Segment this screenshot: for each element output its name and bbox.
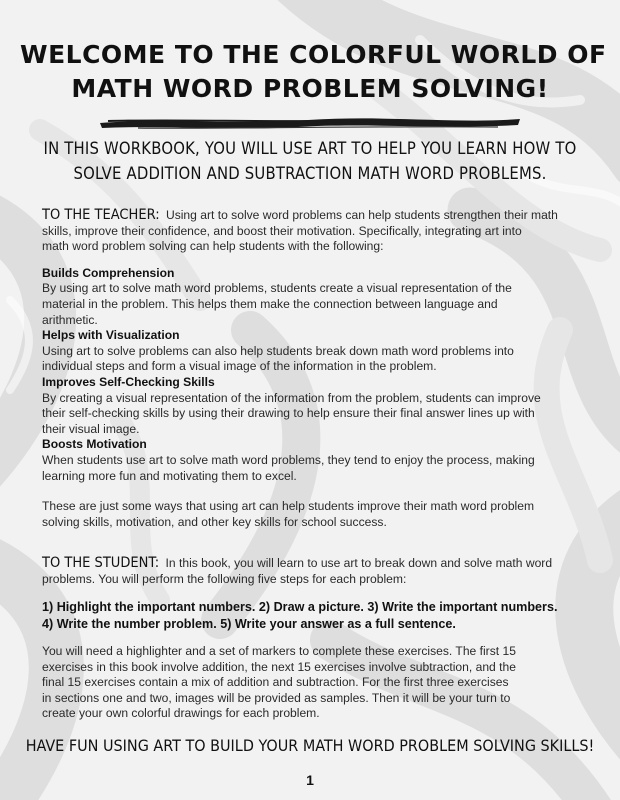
student-section [42, 556, 582, 587]
subtitle-line-2: SOLVE ADDITION AND SUBTRACTION MATH WORD PROBLEMS. [73, 164, 547, 183]
benefit-heading-motivation: Boosts Motivation [42, 437, 147, 452]
teacher-summary-line-1: These are just some ways that using art can help students improve their math word problem [42, 499, 535, 514]
benefit-heading-visualization: Helps with Visualization [42, 328, 180, 343]
page-number: 1 [306, 772, 314, 788]
closing-message: HAVE FUN USING ART TO BUILD YOUR MATH WORD PROBLEM SOLVING SKILLS! [25, 736, 595, 755]
title-line-1: WELCOME TO THE COLORFUL WORLD OF [20, 40, 607, 69]
details-line-5: create your own colorful drawings for each problem. [42, 706, 320, 721]
details-line-2: exercises in this book involve addition, the next 15 exercises involve subtraction, and the [42, 659, 516, 674]
teacher-summary-line-2: solving skills, motivation, and other key skills for school success. [42, 514, 387, 529]
teacher-intro-line-2: skills, improve their confidence, and boost their motivation. Specifically, integrating art into [42, 223, 522, 238]
benefit-text: By using art to solve math word problems, students create a visual representation of the [42, 281, 512, 296]
teacher-lead-heading: TO THE TEACHER: [42, 207, 160, 223]
benefit-text: Using art to solve problems can also help students break down math word problems into [42, 343, 514, 358]
teacher-intro-line-1: TO THE TEACHER: Using art to solve word problems can help students strengthen their math [42, 207, 558, 223]
benefit-text: arithmetic. [42, 312, 98, 327]
benefit-text: When students use art to solve math word problems, they tend to enjoy the process, making [42, 452, 535, 467]
student-intro-line-2: problems. You will perform the following five steps for each problem: [42, 571, 407, 586]
student-details [42, 644, 582, 722]
details-line-3: final 15 exercises contain a mix of addition and subtraction. For the first three exercises [42, 675, 509, 690]
teacher-intro-line-3: math word problem solving can help students with the following: [42, 239, 384, 254]
benefit-text: their visual image. [42, 421, 140, 436]
steps-line-2: 4) Write the number problem. 5) Write your answer as a full sentence. [42, 617, 456, 631]
benefit-text: individual steps and form a visual image of the information in the problem. [42, 359, 437, 374]
subtitle [20, 136, 600, 186]
student-intro-line-1: TO THE STUDENT: In this book, you will learn to use art to break down and solve math word [42, 555, 553, 571]
title-line-2: MATH WORD PROBLEM SOLVING! [71, 74, 549, 103]
benefit-heading-comprehension: Builds Comprehension [42, 265, 175, 280]
benefit-heading-self-checking: Improves Self-Checking Skills [42, 374, 215, 389]
subtitle-line-1: IN THIS WORKBOOK, YOU WILL USE ART TO HELP YOU LEARN HOW TO [43, 139, 577, 158]
steps-line-1: 1) Highlight the important numbers. 2) Draw a picture. 3) Write the important numbers. [42, 600, 558, 614]
benefit-text: material in the problem. This helps them make the connection between language and [42, 296, 498, 311]
details-line-1: You will need a highlighter and a set of markers to complete these exercises. The first 15 [42, 644, 516, 658]
student-lead-heading: TO THE STUDENT: [42, 555, 160, 571]
benefit-text: their self-checking skills by using their drawing to help ensure their final answer lines up with [42, 406, 535, 421]
details-line-4: in sections one and two, images will be provided as samples. Then it will be your turn to [42, 690, 511, 705]
benefit-text: learning more fun and motivating them to excel. [42, 468, 297, 483]
brush-stroke-divider [98, 112, 522, 132]
teacher-section [42, 208, 582, 530]
five-steps-list [42, 599, 598, 633]
page-title [20, 38, 607, 106]
benefit-text: By creating a visual representation of the information from the problem, students can improve [42, 390, 541, 405]
